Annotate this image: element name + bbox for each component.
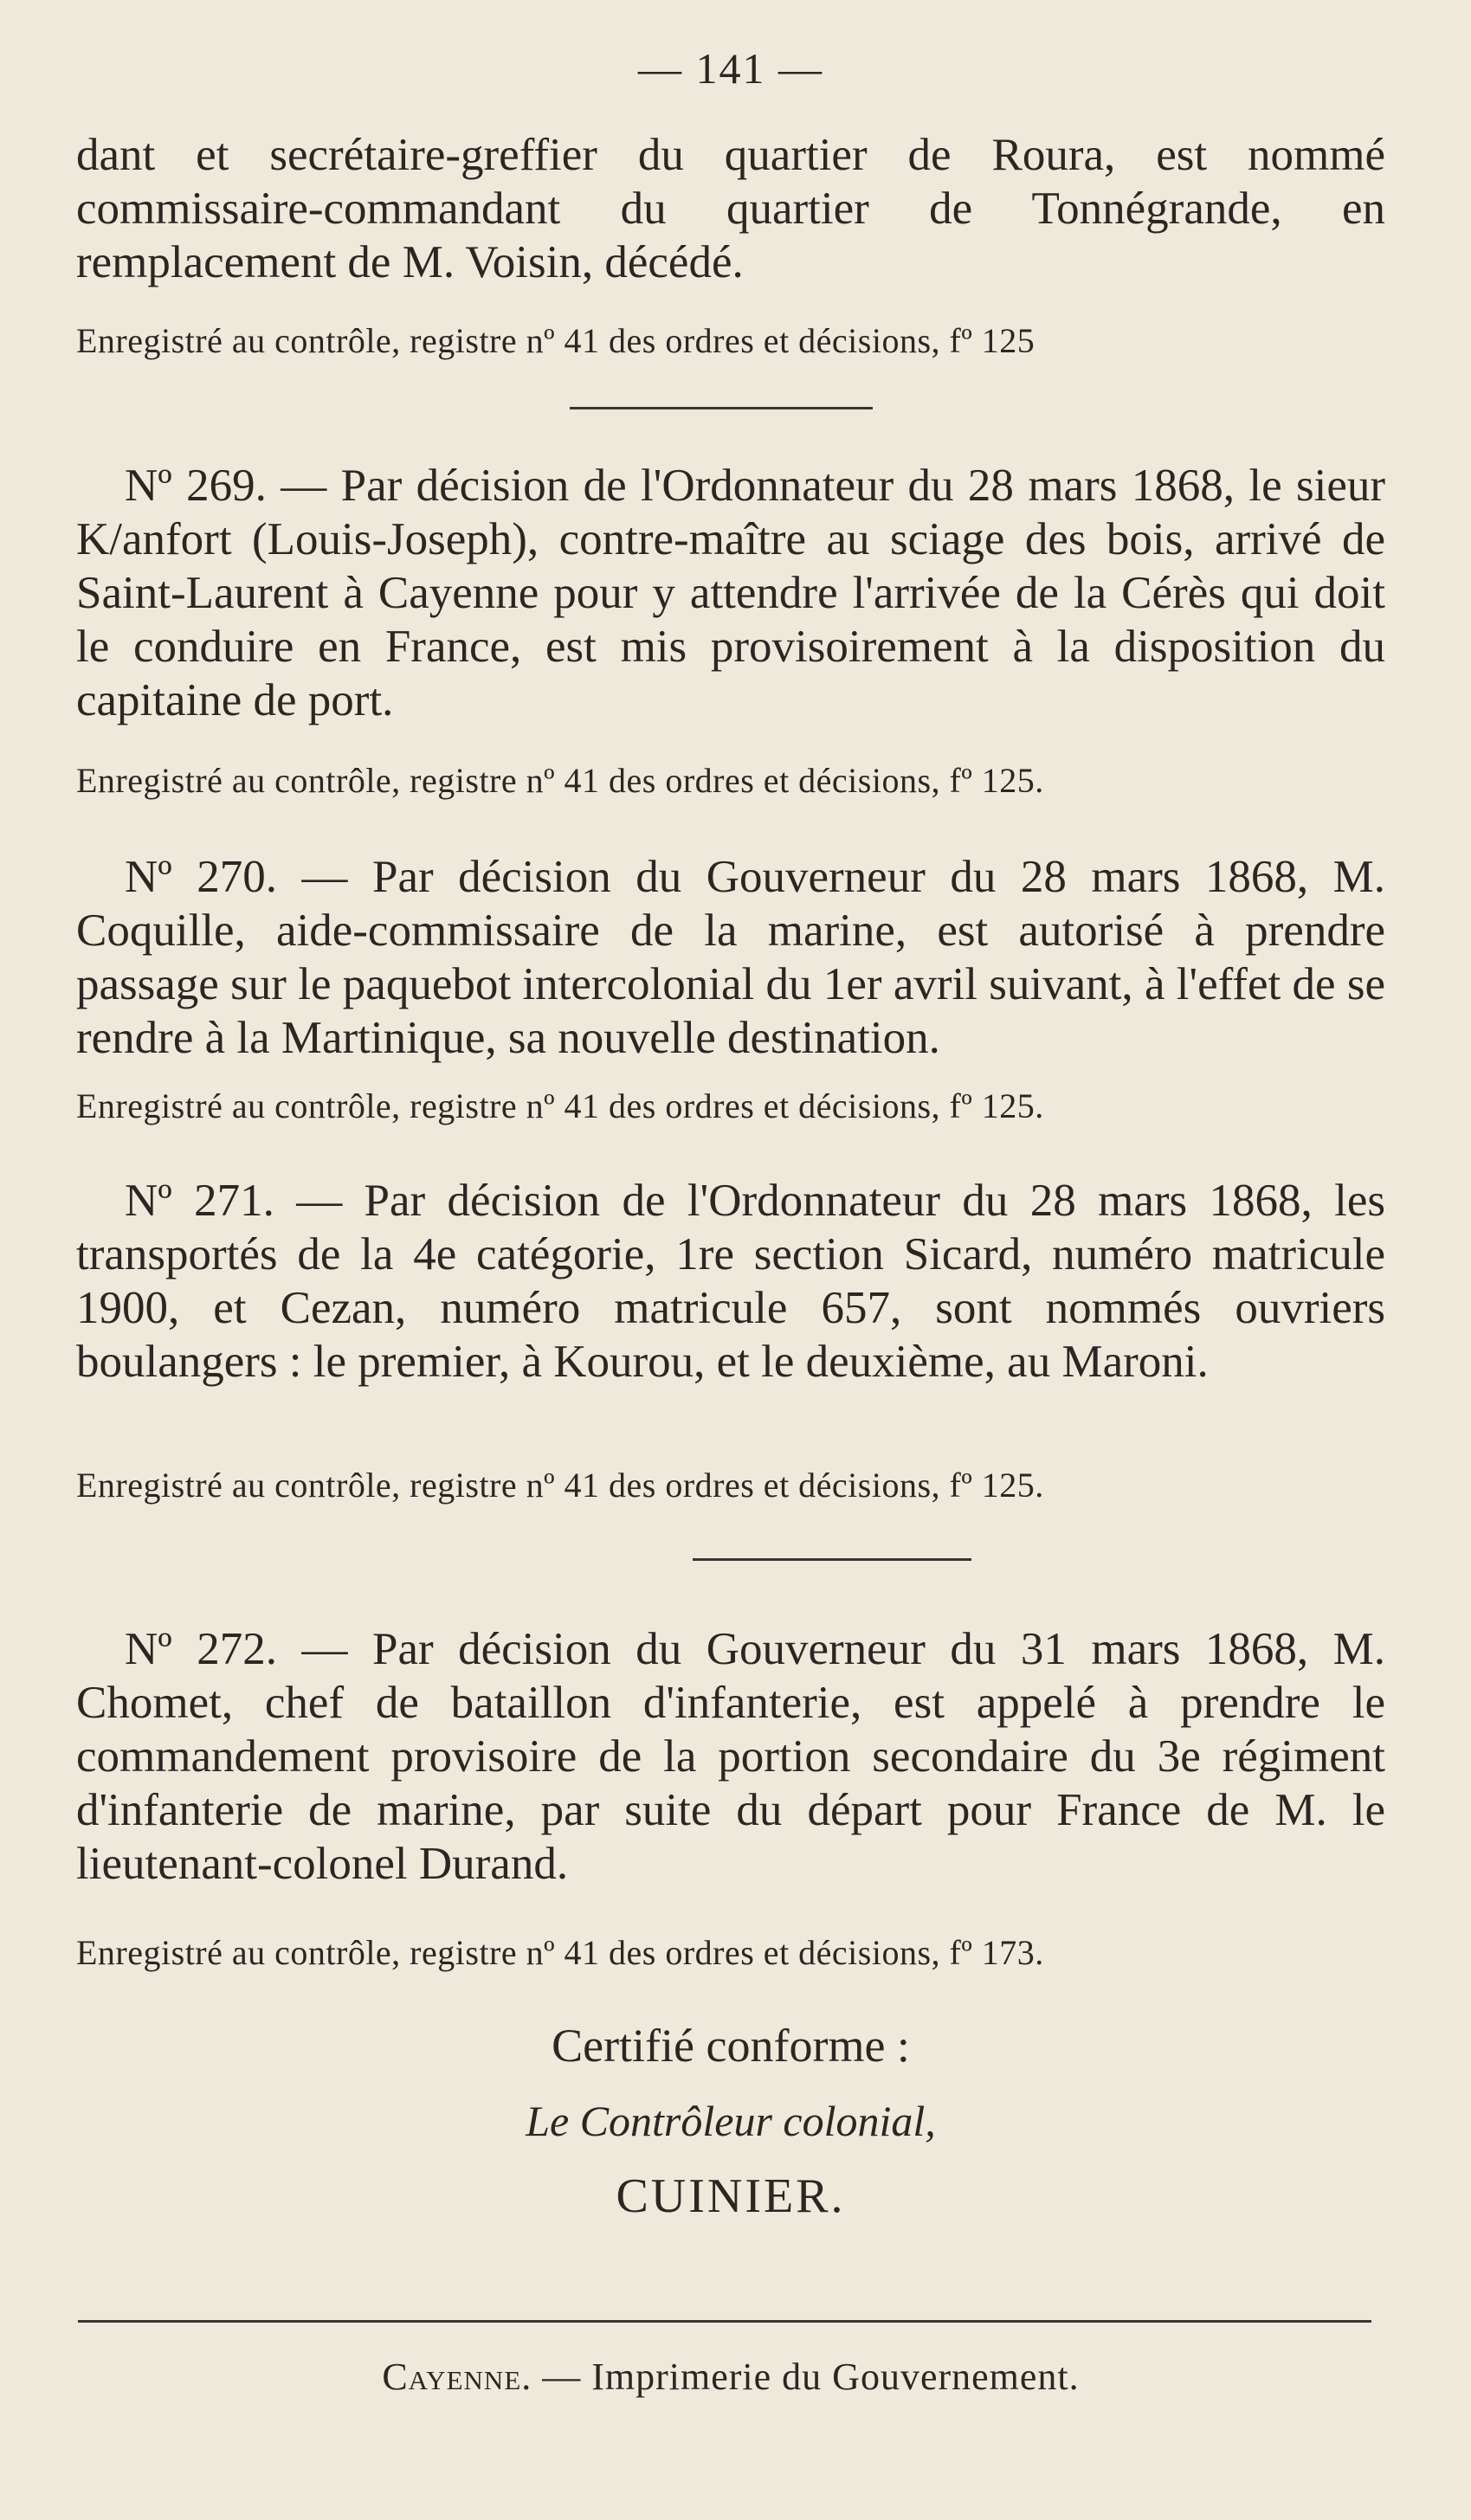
- entry-number: Nº 271.: [125, 1176, 274, 1226]
- entry-271-register-note: Enregistré au contrôle, registre nº 41 des ordres et décisions, fº 125.: [76, 1466, 1044, 1505]
- printer-imprint: [76, 2355, 1385, 2400]
- entry-270: [76, 850, 1385, 1065]
- entry-text: — Par décision du Gouverneur du 31 mars 1868, M. Chomet, chef de bataillon d'infanterie, est appelé à prendre le commandement provisoire de la portion secondaire du 3e régiment d'infanterie de marine, par suite du départ pour France de M. le lieutenant-colonel Durand.: [76, 1624, 1385, 1889]
- entry-text: — Par décision du Gouverneur du 28 mars 1868, M. Coquille, aide-commissaire de la marine, est autorisé à prendre passage sur le paquebot intercolonial du 1er avril suivant, à l'effet de se rendre à la Martinique, sa nouvelle destination.: [76, 852, 1385, 1063]
- continuation-paragraph: dant et secrétaire-greffier du quartier de Roura, est nommé commissaire-commandant du quartier de Tonnégrande, en remplacement de M. Voisin, décédé.: [76, 130, 1385, 287]
- entry-269: [76, 459, 1385, 727]
- page-number: — 141 —: [638, 44, 823, 93]
- imprint-place: Cayenne.: [382, 2356, 532, 2398]
- footer-rule: [78, 2320, 1371, 2323]
- entry-272-register-note: Enregistré au contrôle, registre nº 41 des ordres et décisions, fº 173.: [76, 1933, 1044, 1972]
- entry-number: Nº 269.: [125, 461, 267, 511]
- certification-line: Certifié conforme :: [552, 2020, 910, 2072]
- entry-number: Nº 270.: [125, 852, 277, 902]
- continuation-register-note: Enregistré au contrôle, registre nº 41 des ordres et décisions, fº 125: [76, 321, 1036, 360]
- entry-269-register-note: Enregistré au contrôle, registre nº 41 des ordres et décisions, fº 125.: [76, 761, 1044, 800]
- controller-title: Le Contrôleur colonial,: [526, 2097, 936, 2145]
- document-page: [76, 0, 1385, 2520]
- section-divider: [570, 407, 873, 409]
- entry-272: [76, 1622, 1385, 1891]
- imprint-printer: — Imprimerie du Gouvernement.: [542, 2356, 1080, 2398]
- entry-270-register-note: Enregistré au contrôle, registre nº 41 des ordres et décisions, fº 125.: [76, 1086, 1044, 1125]
- section-divider: [693, 1558, 971, 1561]
- entry-text: — Par décision de l'Ordonnateur du 28 mars 1868, le sieur K/anfort (Louis-Joseph), contre-maître au sciage des bois, arrivé de Saint-Laurent à Cayenne pour y attendre l'arrivée de la Cérès qui doit le conduire en France, est mis provisoirement à la disposition du capitaine de port.: [76, 461, 1386, 725]
- signature-name: CUINIER.: [616, 2169, 846, 2223]
- entry-number: Nº 272.: [125, 1624, 277, 1674]
- entry-271: [76, 1174, 1385, 1389]
- entry-text: — Par décision de l'Ordonnateur du 28 mars 1868, les transportés de la 4e catégorie, 1re section Sicard, numéro matricule 1900, et Cezan, numéro matricule 657, sont nommés ouvriers boulangers : le premier, à Kourou, et le deuxième, au Maroni.: [76, 1176, 1385, 1387]
